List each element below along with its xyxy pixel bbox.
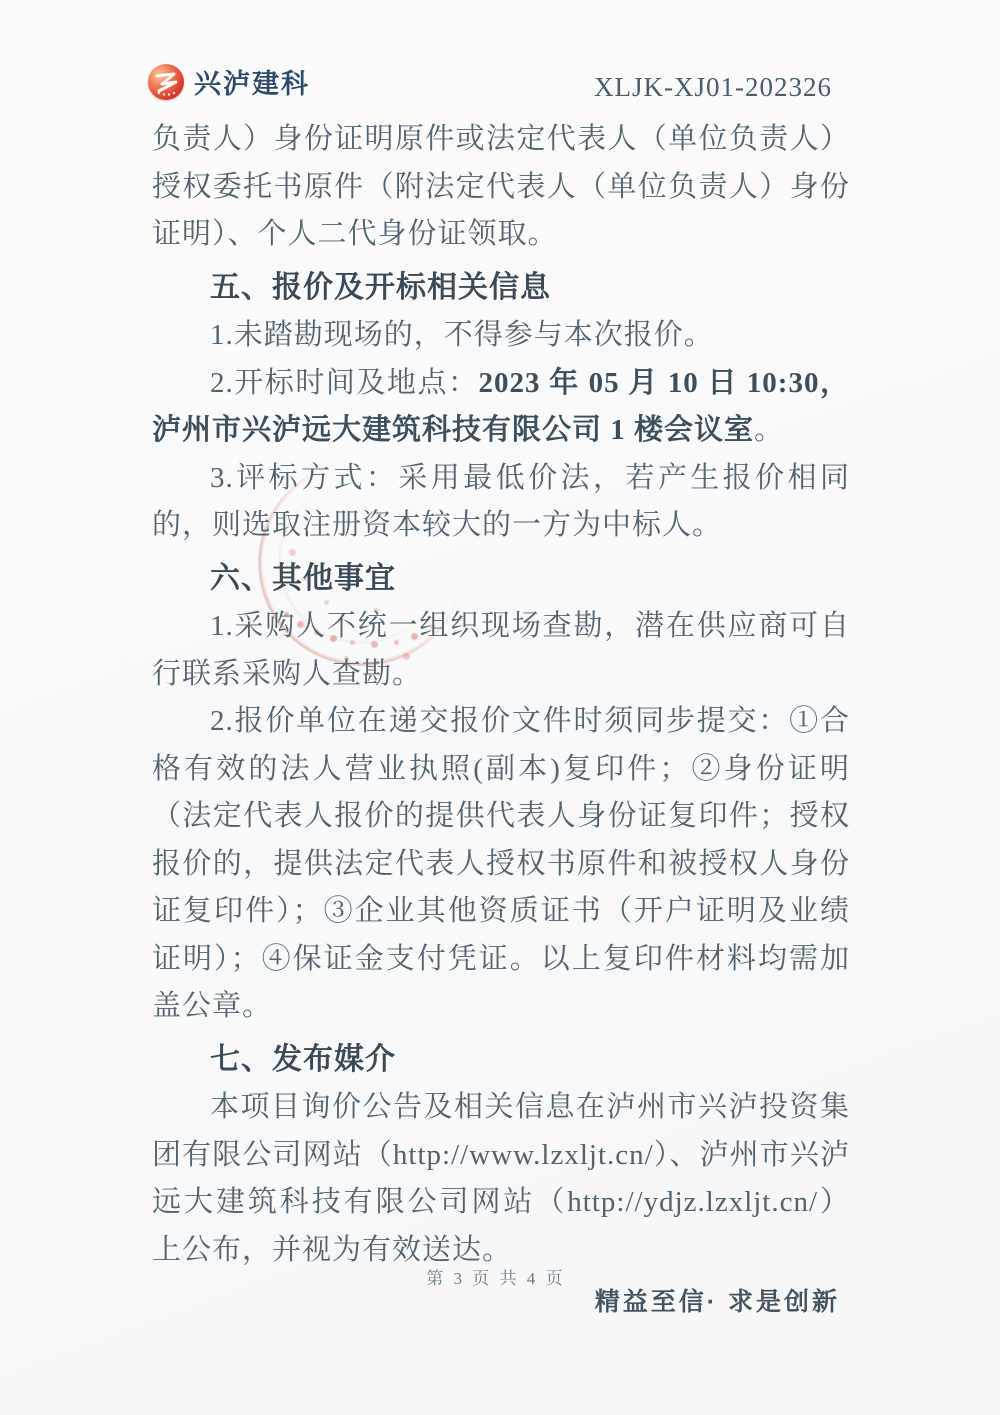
logo-swirl-icon [148,64,184,100]
section5-item2-prefix: 2.开标时间及地点： [210,366,479,399]
document-number: XLJK-XJ01-202326 [594,72,832,102]
company-logo-text: 兴泸建科 [194,69,310,99]
section5-item2-datetime: 2023 年 05 月 10 日 10:30，泸州市兴泸远大建筑科技有限公司 1 楼会议室 [152,366,850,446]
company-logo-icon [148,64,184,100]
page-indicator: 第 3 页 共 4 页 [426,1269,566,1288]
company-logo [148,62,310,101]
section7-paragraph: 本项目询价公告及相关信息在泸州市兴泸投资集团有限公司网站（http://www.lzxljt.cn/）、泸州市兴泸远大建筑科技有限公司网站（http://ydjz.lzxljt.cn/）上公布，并视为有效送达。 [152,1091,850,1266]
section6-item1: 1.采购人不统一组织现场查勘，潜在供应商可自行联系采购人查勘。 [152,610,850,690]
section5-item2 [152,360,850,455]
footer-slogan: 精益至信· 求是创新 [594,1288,840,1316]
section5-item3: 3.评标方式：采用最低价法，若产生报价相同的，则选取注册资本较大的一方为中标人。 [152,461,850,541]
section5-heading: 五、报价及开标相关信息 [210,270,551,304]
section5-item1: 1.未踏勘现场的，不得参与本次报价。 [210,319,714,351]
section7-heading: 七、发布媒介 [210,1042,396,1076]
continuation-paragraph: 负责人）身份证明原件或法定代表人（单位负责人）授权委托书原件（附法定代表人（单位负责人）身份证明）、个人二代身份证领取。 [152,123,850,250]
document-body [152,116,850,1274]
section6-heading: 六、其他事宜 [210,561,396,595]
section6-item2: 2.报价单位在递交报价文件时须同步提交：①合格有效的法人营业执照(副本)复印件；②身份证明（法定代表人报价的提供代表人身份证复印件；授权报价的，提供法定代表人授权书原件和被授权人身份证复印件）；③企业其他资质证书（开户证明及业绩证明）；④保证金支付凭证。以上复印件材料均需加盖公章。 [152,705,850,1022]
section5-item2-suffix: 。 [754,414,785,446]
